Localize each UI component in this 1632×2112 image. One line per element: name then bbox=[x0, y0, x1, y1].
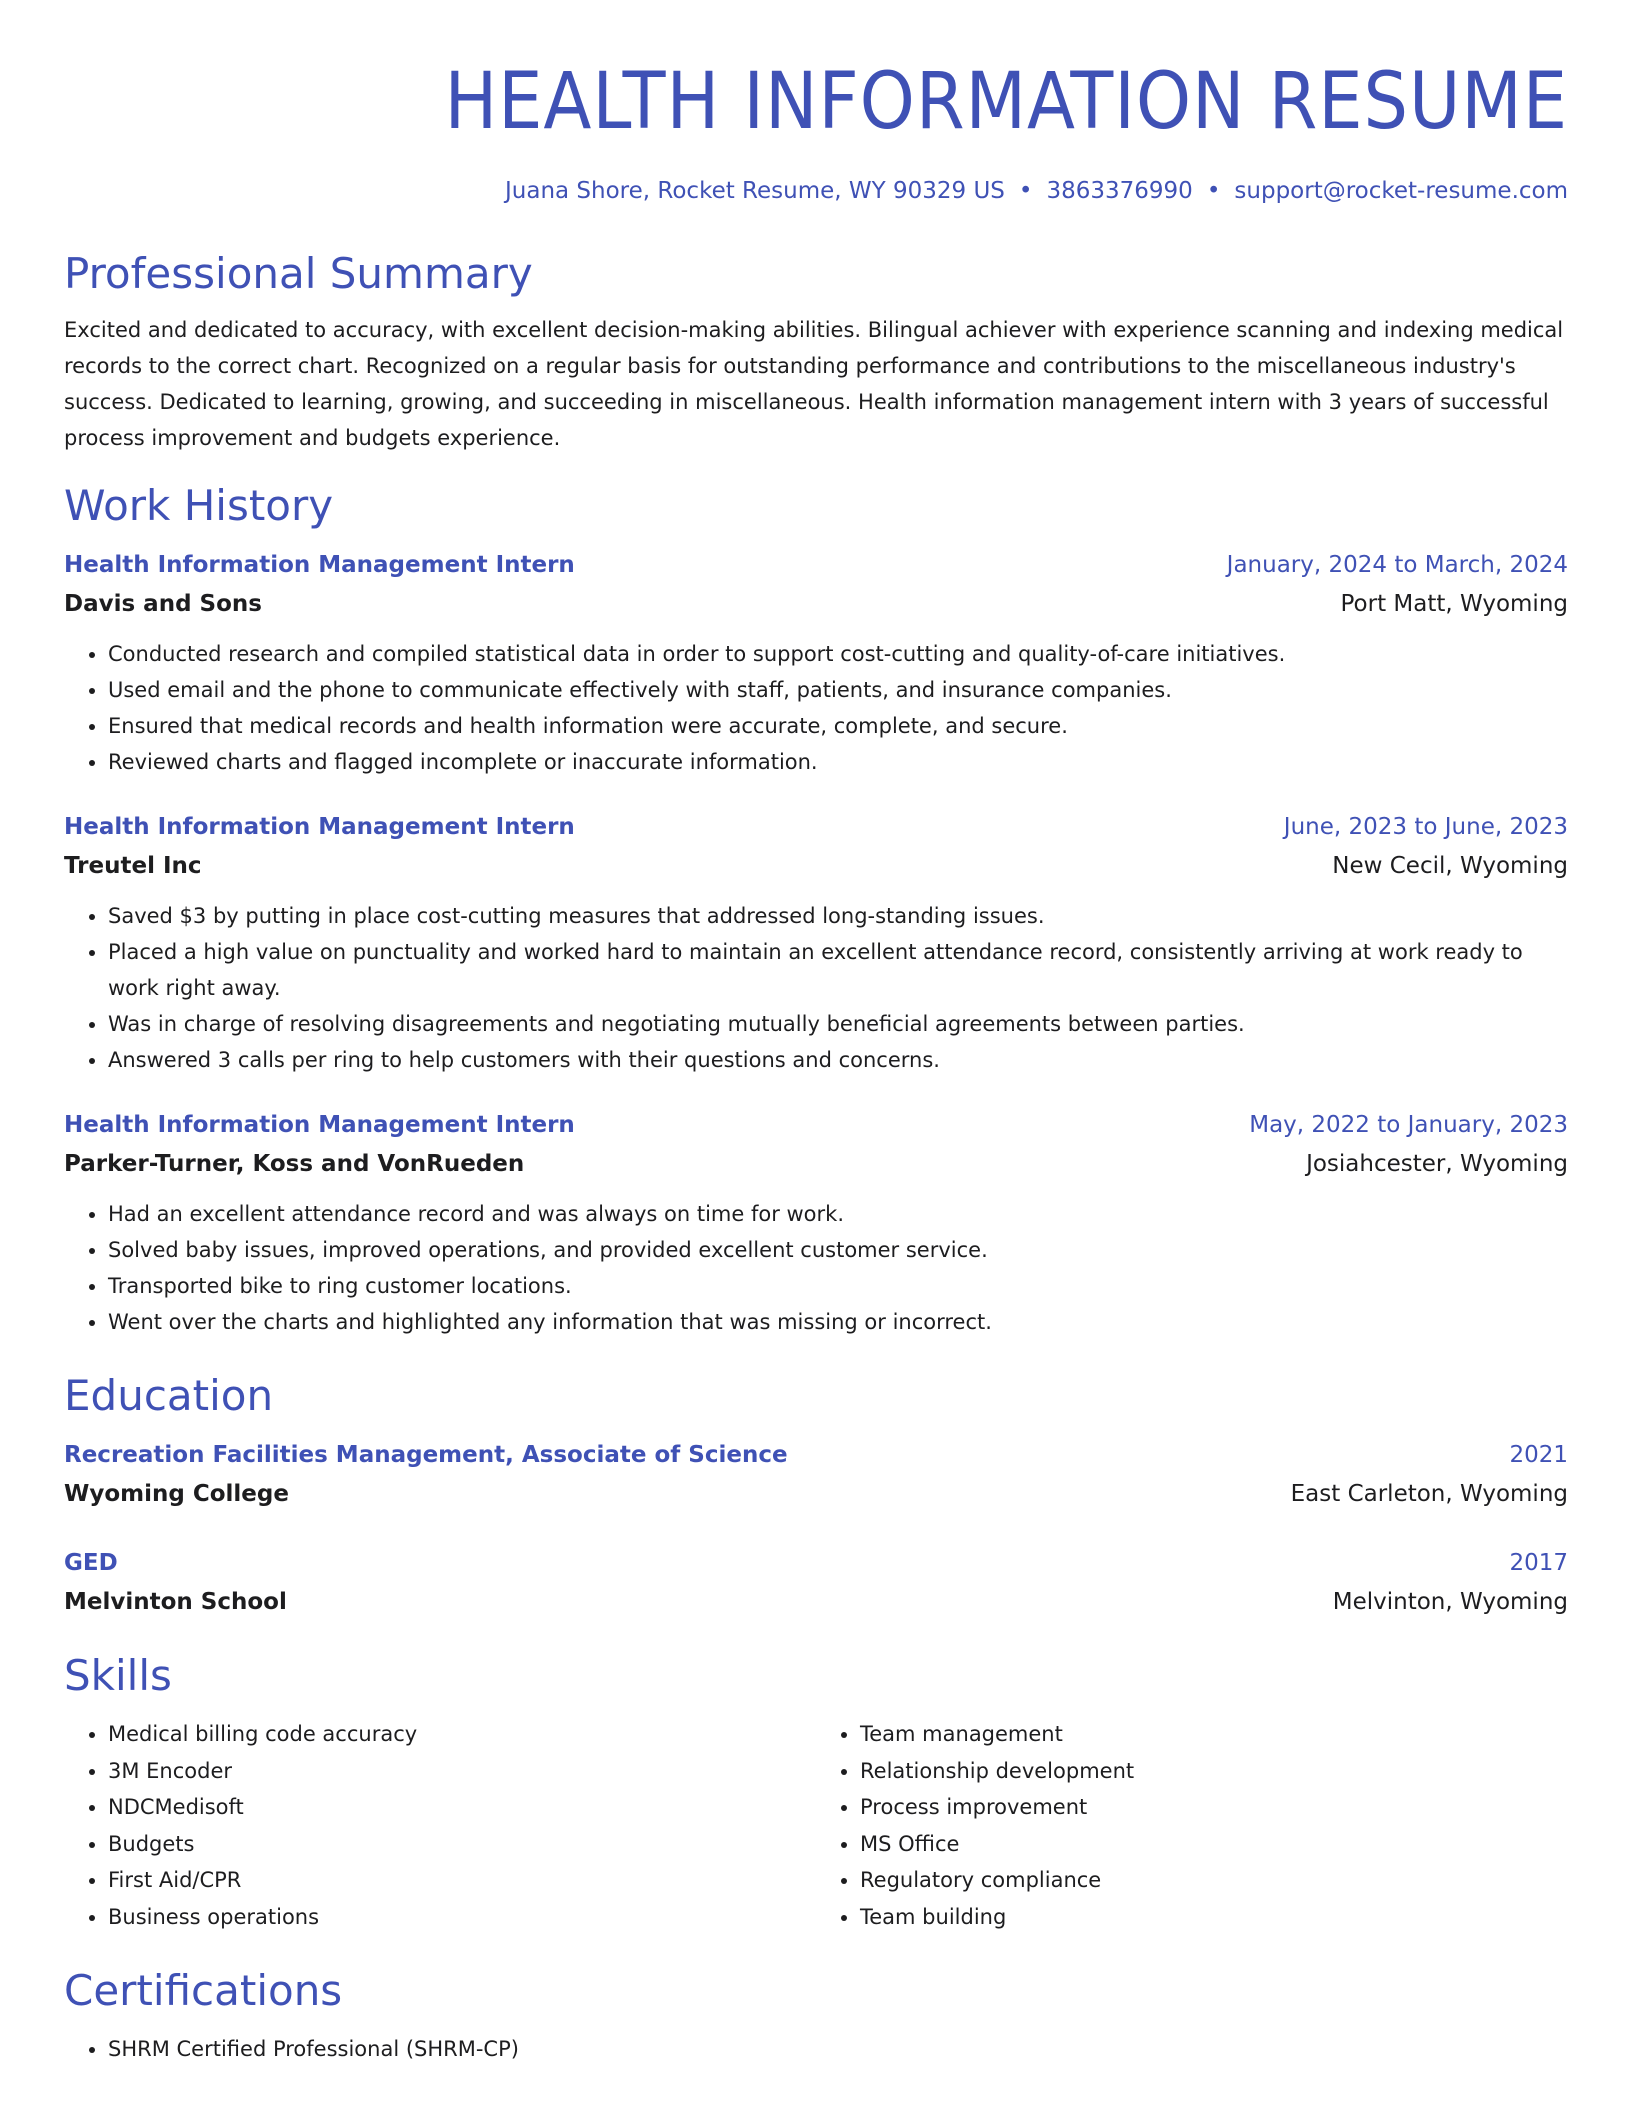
job-company-row bbox=[64, 584, 1568, 624]
job-bullet: • Answered 3 calls per ring to help customers with their questions and concerns. bbox=[108, 1042, 1568, 1078]
skills-section bbox=[64, 1648, 1568, 1935]
job-company: Davis and Sons bbox=[64, 591, 262, 617]
job-bullet: • Solved baby issues, improved operations, and provided excellent customer service. bbox=[108, 1232, 1568, 1268]
job-bullet: • Placed a high value on punctuality and worked hard to maintain an excellent attendance record, consistently arriving at work ready to work right away. bbox=[108, 934, 1568, 1006]
skill-item: • Process improvement bbox=[860, 1789, 1568, 1826]
skill-item: • First Aid/CPR bbox=[108, 1862, 816, 1899]
education-school-row bbox=[64, 1474, 1568, 1514]
skill-item: • Relationship development bbox=[860, 1753, 1568, 1790]
skill-item: • Team management bbox=[860, 1716, 1568, 1753]
education-entry bbox=[64, 1544, 1568, 1622]
job-bullets bbox=[64, 1196, 1568, 1340]
job-bullets bbox=[64, 636, 1568, 780]
summary-heading: Professional Summary bbox=[64, 249, 533, 298]
job-company-row bbox=[64, 846, 1568, 886]
skills-right-column bbox=[816, 1716, 1568, 1935]
education-entry bbox=[64, 1436, 1568, 1514]
certifications-section bbox=[64, 1963, 1568, 2067]
job-dates: June, 2023 to June, 2023 bbox=[1283, 814, 1568, 840]
work-history-section bbox=[64, 478, 1568, 1340]
job-entry bbox=[64, 546, 1568, 780]
skill-item: • Medical billing code accuracy bbox=[108, 1716, 816, 1753]
job-entry bbox=[64, 808, 1568, 1078]
contact-separator: • bbox=[1018, 178, 1033, 204]
job-title: Health Information Management Intern bbox=[64, 552, 575, 578]
job-bullet: • Went over the charts and highlighted any information that was missing or incorrect. bbox=[108, 1304, 1568, 1340]
job-location: Port Matt, Wyoming bbox=[1340, 591, 1568, 617]
skill-item: • Regulatory compliance bbox=[860, 1862, 1568, 1899]
education-school: Wyoming College bbox=[64, 1481, 289, 1507]
skill-item: • NDCMedisoft bbox=[108, 1789, 816, 1826]
job-location: New Cecil, Wyoming bbox=[1332, 853, 1568, 879]
resume-title: HEALTH INFORMATION RESUME bbox=[444, 57, 1568, 147]
skill-item: • MS Office bbox=[860, 1826, 1568, 1863]
education-header-row bbox=[64, 1436, 1568, 1474]
job-bullet: • Saved $3 by putting in place cost-cutting measures that addressed long-standing issues. bbox=[108, 898, 1568, 934]
skills-left-column bbox=[64, 1716, 816, 1935]
certifications-list bbox=[64, 2031, 1568, 2067]
certifications-heading: Certifications bbox=[64, 1966, 343, 2015]
job-bullet: • Transported bike to ring customer locations. bbox=[108, 1268, 1568, 1304]
job-bullets bbox=[64, 898, 1568, 1078]
skill-item: • Team building bbox=[860, 1899, 1568, 1936]
job-entry bbox=[64, 1106, 1568, 1340]
contact-separator: • bbox=[1206, 178, 1221, 204]
skills-grid bbox=[64, 1716, 1568, 1935]
education-location: East Carleton, Wyoming bbox=[1290, 1481, 1568, 1507]
job-header-row bbox=[64, 1106, 1568, 1144]
job-company: Parker-Turner, Koss and VonRueden bbox=[64, 1151, 525, 1177]
education-degree: GED bbox=[64, 1550, 118, 1576]
skills-heading: Skills bbox=[64, 1651, 172, 1700]
education-year: 2021 bbox=[1509, 1442, 1568, 1468]
education-header-row bbox=[64, 1544, 1568, 1582]
job-bullet: • Conducted research and compiled statistical data in order to support cost-cutting and quality-of-care initiatives. bbox=[108, 636, 1568, 672]
job-bullet: • Had an excellent attendance record and was always on time for work. bbox=[108, 1196, 1568, 1232]
education-school: Melvinton School bbox=[64, 1589, 287, 1615]
job-header-row bbox=[64, 546, 1568, 584]
job-title: Health Information Management Intern bbox=[64, 1112, 575, 1138]
job-company-row bbox=[64, 1144, 1568, 1184]
job-company: Treutel Inc bbox=[64, 853, 202, 879]
job-bullet: • Ensured that medical records and health information were accurate, complete, and secure. bbox=[108, 708, 1568, 744]
job-location: Josiahcester, Wyoming bbox=[1306, 1151, 1568, 1177]
summary-text: Excited and dedicated to accuracy, with excellent decision-making abilities. Bilingual achiever with experience scanning and indexing medical records to the correct chart. Recognized on a regular basis for outstanding performance and contributions to the miscellaneous industry's success. Dedicated to learning, growing, and succeeding in miscellaneous. Health information management intern with 3 years of successful process improvement and budgets experience. bbox=[64, 318, 1564, 450]
work-history-heading: Work History bbox=[64, 481, 334, 530]
job-bullet: • Reviewed charts and flagged incomplete or inaccurate information. bbox=[108, 744, 1568, 780]
education-section bbox=[64, 1368, 1568, 1622]
job-bullet: • Used email and the phone to communicate effectively with staff, patients, and insurance companies. bbox=[108, 672, 1568, 708]
job-title: Health Information Management Intern bbox=[64, 814, 575, 840]
contact-line bbox=[64, 174, 1568, 208]
job-bullet: • Was in charge of resolving disagreements and negotiating mutually beneficial agreements between parties. bbox=[108, 1006, 1568, 1042]
job-header-row bbox=[64, 808, 1568, 846]
education-heading: Education bbox=[64, 1371, 274, 1420]
resume-header bbox=[64, 50, 1568, 208]
contact-address: Juana Shore, Rocket Resume, WY 90329 US bbox=[505, 178, 1005, 204]
education-school-row bbox=[64, 1582, 1568, 1622]
job-dates: January, 2024 to March, 2024 bbox=[1226, 552, 1568, 578]
education-year: 2017 bbox=[1509, 1550, 1568, 1576]
skill-item: • Business operations bbox=[108, 1899, 816, 1936]
summary-section bbox=[64, 246, 1568, 456]
skill-item: • Budgets bbox=[108, 1826, 816, 1863]
contact-email: support@rocket-resume.com bbox=[1234, 178, 1568, 204]
job-dates: May, 2022 to January, 2023 bbox=[1249, 1112, 1568, 1138]
certification-item: • SHRM Certified Professional (SHRM-CP) bbox=[108, 2031, 1568, 2067]
education-degree: Recreation Facilities Management, Associate of Science bbox=[64, 1442, 788, 1468]
contact-phone: 3863376990 bbox=[1046, 178, 1193, 204]
skill-item: • 3M Encoder bbox=[108, 1753, 816, 1790]
education-location: Melvinton, Wyoming bbox=[1332, 1589, 1568, 1615]
